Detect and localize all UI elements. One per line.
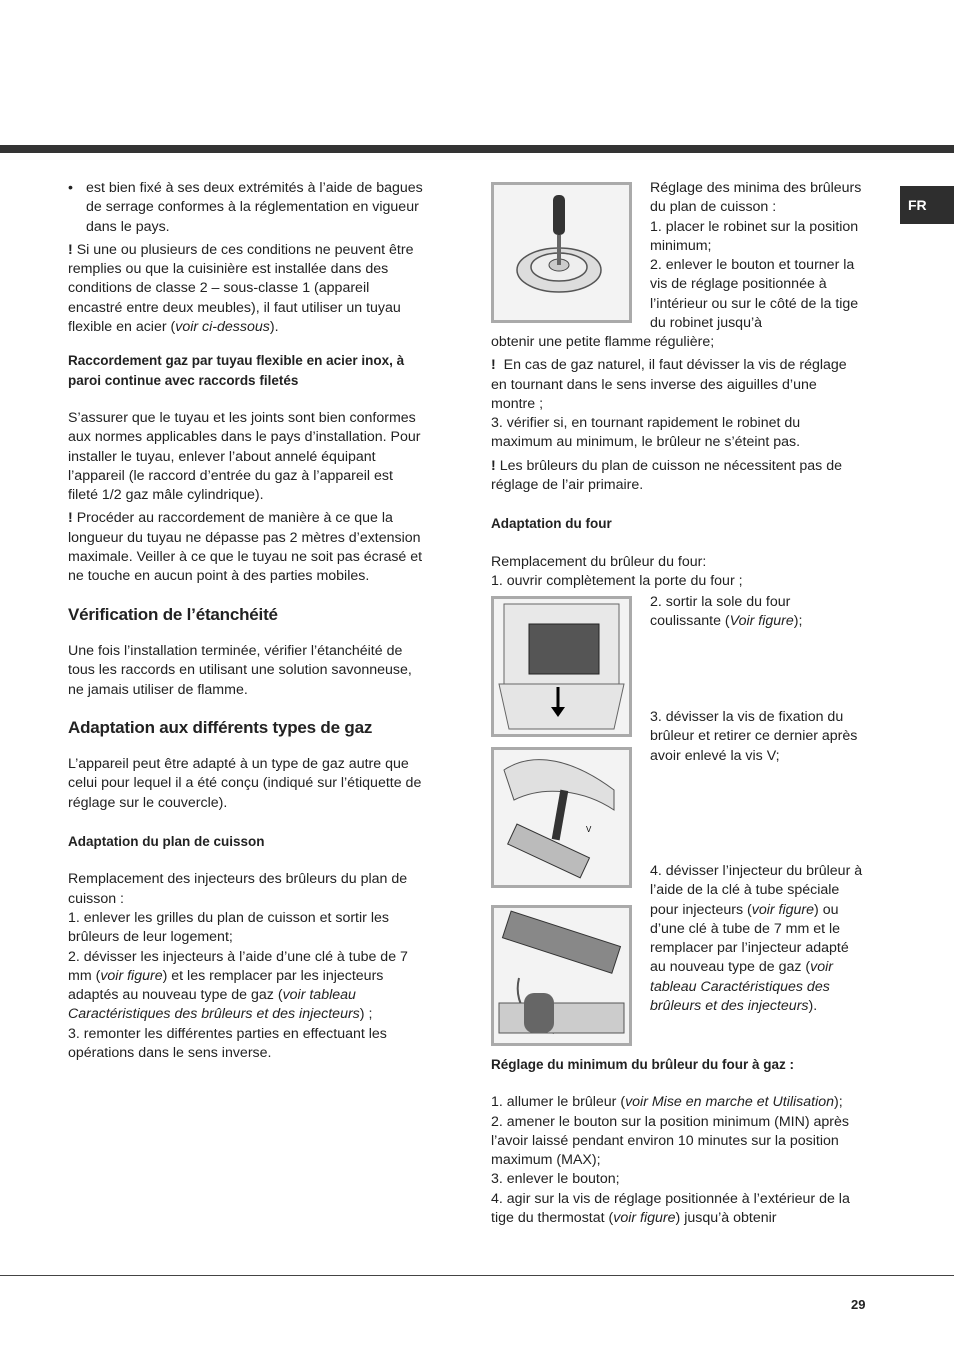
label-v: V — [586, 825, 592, 834]
hob-intro: Remplacement des injecteurs des brûleurs du plan de cuisson : — [68, 871, 408, 907]
subheading-flexible-pipe: Raccordement gaz par tuyau flexible en acier inox, à paroi continue avec raccords filetés — [68, 353, 405, 388]
hob-step-2: 2. dévisser les injecteurs à l’aide d’une clé à tube de 7 mm (voir figure) et les remplacer par les injecteurs adaptés au nouveau type de gaz (voir tableau Caractéristiques des brûleurs et des injecteurs) ; — [68, 948, 408, 1023]
bullet-item: • est bien fixé à ses deux extrémités à l’aide de bagues de serrage conformes à la réglementation en vigueur dans le pays. — [68, 179, 426, 237]
subheading-hob-adaptation: Adaptation du plan de cuisson — [68, 834, 265, 850]
oven-intro: Remplacement du brûleur du four: — [491, 553, 707, 570]
oven-min-step-2: 2. amener le bouton sur la position minimum (MIN) après l’avoir laissé pendant environ 10 minutes sur la position maximum (MAX); — [491, 1113, 849, 1169]
oven-step-1: 1. ouvrir complètement la porte du four ; — [491, 572, 743, 589]
hob-minimum-continued: obtenir une petite flamme régulière; — [491, 334, 715, 350]
hob-step-3: 3. remonter les différentes parties en effectuant les opérations dans le sens inverse. — [68, 1025, 387, 1061]
bottom-rule — [0, 1275, 954, 1276]
subheading-oven-minimum: Réglage du minimum du brûleur du four à gaz : — [491, 1057, 795, 1072]
figure-injector-wrench — [491, 905, 632, 1046]
paragraph-gas-adaptation: L’appareil peut être adapté à un type de gaz autre que celui pour lequel il a été conçu (indiqué sur l’étiquette de réglage sur le couvercle). — [68, 756, 422, 811]
hob-minimum-text: Réglage des minima des brûleurs du plan de cuisson : 1. placer le robinet sur la position minimum; 2. enlever le bouton et tourner la vis de réglage positionnée à l’intérieur ou sur le côté de la tige du robinet jusqu’à — [650, 180, 862, 332]
paragraph-pipe-install: S’assurer que le tuyau et les joints sont bien conformes aux normes applicables dans le pays d’installation. Pour installer le tuyau, enlever l’about annelé équipant l’appareil (le raccord d’entrée du gaz à l’appareil est fileté 1/2 gaz mâle cylindrique). — [68, 409, 421, 504]
warning-paragraph: ! Si une ou plusieurs de ces conditions ne peuvent être remplies ou que la cuisinière est installée dans des conditions de classe 2 – sous-classe 1 (appareil encastré entre deux meubles), il faut utiliser un tuyau flexible en acier (voir ci-dessous). — [68, 241, 414, 336]
oven-min-step-4: 4. agir sur la vis de réglage positionnée à l’extérieur de la tige du thermostat (voir figure) jusqu’à obtenir — [491, 1190, 850, 1227]
warning-paragraph-2: ! Procéder au raccordement de manière à ce que la longueur du tuyau ne dépasse pas 2 mètres d’extension maximale. Veiller à ce que le tuyau ne soit pas écrasé et ne touche en aucun point à des parties mobiles. — [68, 510, 423, 585]
hob-step-3-check: 3. vérifier si, en tournant rapidement le robinet du maximum au minimum, le brûleur ne s’éteint pas. — [491, 415, 801, 451]
language-tab: FR — [900, 186, 954, 224]
subheading-oven-adaptation: Adaptation du four — [491, 516, 612, 532]
right-column-lower — [491, 1055, 863, 1228]
figure-burner-screw — [491, 747, 632, 888]
heading-gas-adaptation: Adaptation aux différents types de gaz — [68, 717, 373, 737]
top-rule — [0, 145, 954, 153]
oven-min-step-3: 3. enlever le bouton; — [491, 1171, 620, 1188]
oven-step-3: 3. dévisser la vis de fixation du brûleur et retirer ce dernier après avoir enlevé la vis V; — [650, 709, 858, 764]
page-number: 29 — [851, 1297, 866, 1312]
warning-primary-air: ! Les brûleurs du plan de cuisson ne nécessitent pas de réglage de l’air primaire. — [491, 457, 842, 494]
figure-burner-adjust — [491, 182, 632, 323]
oven-step-4: 4. dévisser l’injecteur du brûleur à l’aide de la clé à tube spéciale pour injecteurs (voir figure) ou d’une clé à tube de 7 mm et le remplacer par l’injecteur adapté au nouveau type de gaz (voir tableau Caractéristiques des brûleurs et des injecteurs). — [650, 863, 863, 1015]
paragraph-leak-check: Une fois l’installation terminée, vérifier l’étanchéité de tous les raccords en utilisant une solution savonneuse, ne jamais utiliser de flamme. — [68, 642, 412, 698]
warning-natural-gas: ! En cas de gaz naturel, il faut dévisser la vis de réglage en tournant dans le sens inverse des aiguilles d’une montre ; — [491, 357, 847, 412]
oven-min-step-1: 1. allumer le brûleur (voir Mise en marche et Utilisation); — [491, 1094, 843, 1111]
oven-step-2: 2. sortir la sole du four coulissante (Voir figure); — [650, 594, 803, 630]
warning-mark: ! — [68, 241, 73, 258]
left-column — [68, 179, 426, 1063]
heading-leak-check: Vérification de l’étanchéité — [68, 604, 278, 624]
hob-step-1: 1. enlever les grilles du plan de cuisson et sortir les brûleurs de leur logement; — [68, 909, 389, 946]
right-column-upper — [491, 333, 863, 591]
figure-oven-floor — [491, 596, 632, 737]
